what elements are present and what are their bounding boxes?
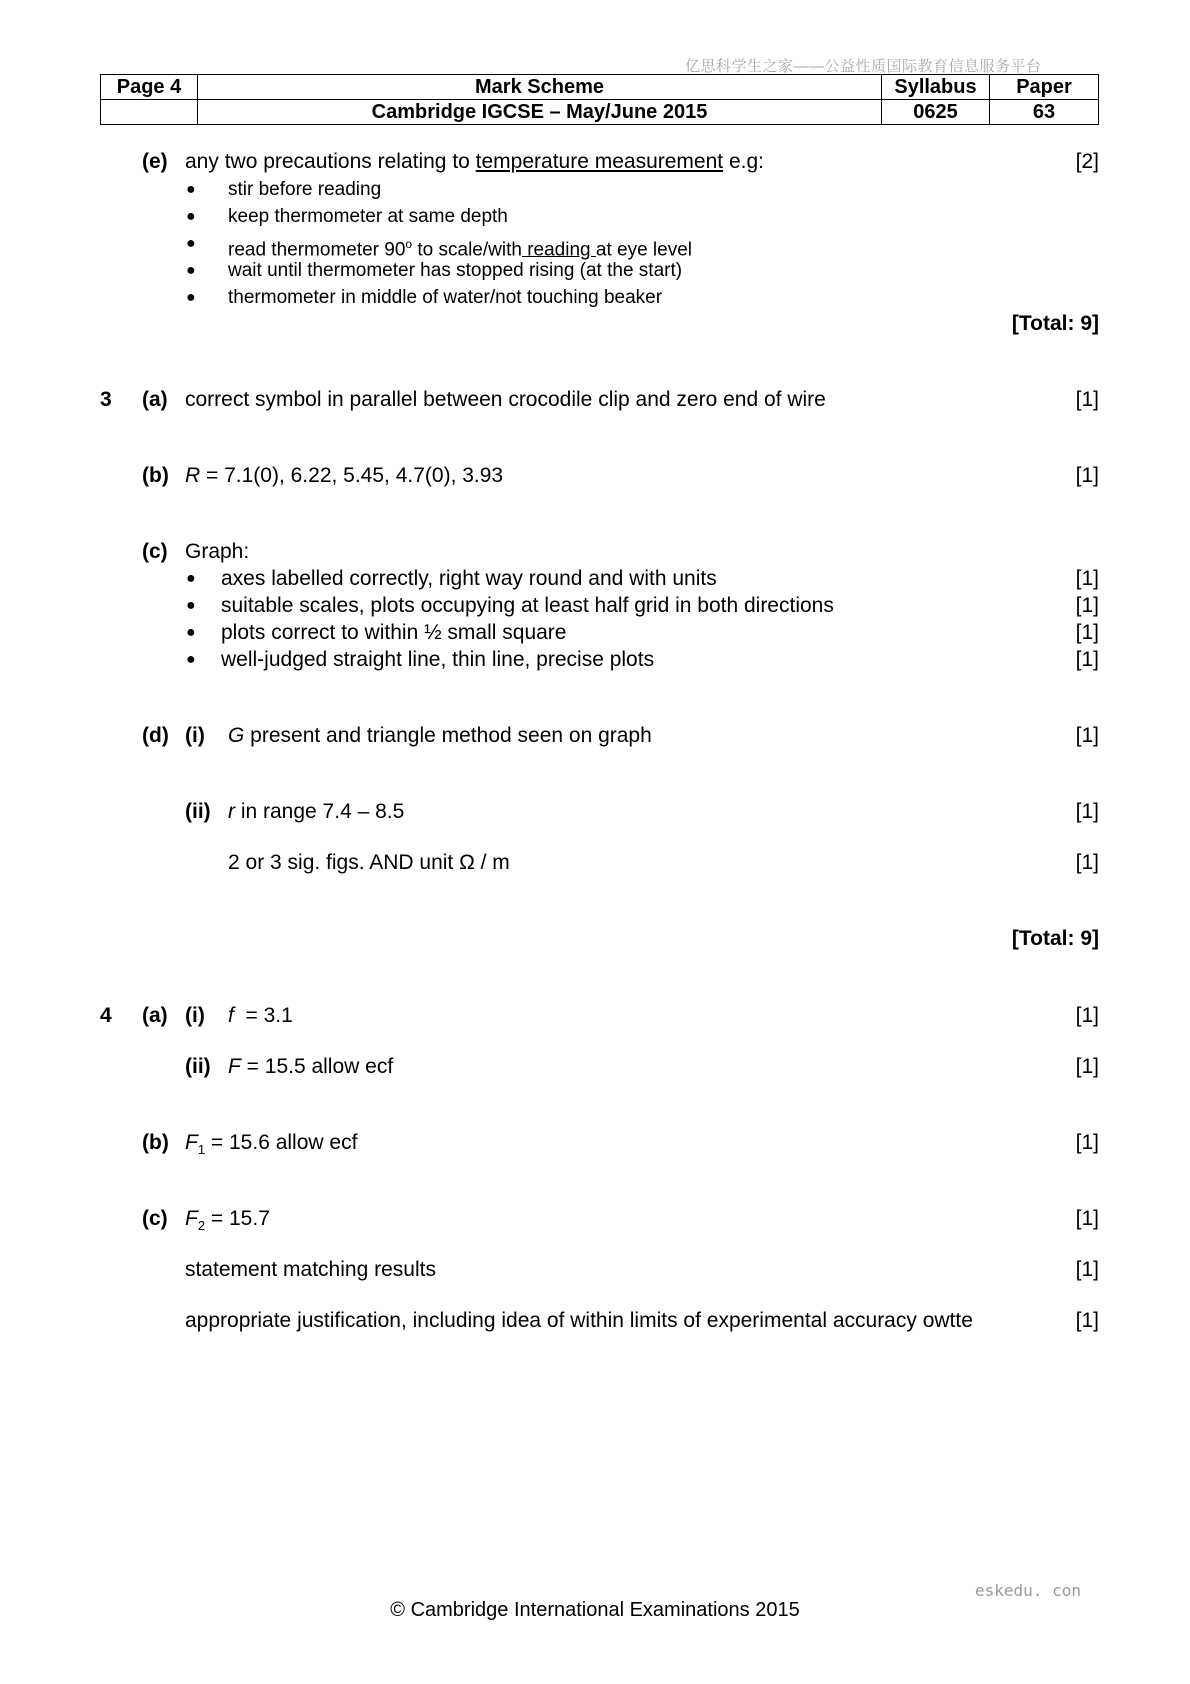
paper-label: Paper bbox=[990, 75, 1099, 100]
bullet-icon: ● bbox=[186, 208, 196, 225]
q3d-i-label: (i) bbox=[185, 724, 205, 747]
q3b-text bbox=[185, 463, 503, 489]
q3c-bullet-1-mark: [1] bbox=[1075, 567, 1099, 590]
q3c-text: Graph: bbox=[185, 540, 250, 563]
q2e-bullet-5: thermometer in middle of water/not touching beaker bbox=[228, 287, 663, 308]
header-title: Mark Scheme bbox=[198, 75, 882, 100]
q4a-i-value: = 3.1 bbox=[233, 1004, 293, 1027]
watermark: 亿思科学生之家——公益性质国际教育信息服务平台 bbox=[685, 58, 1042, 75]
q3d-ii-label: (ii) bbox=[185, 800, 211, 823]
q2e-bullet-3-start: read thermometer 90 bbox=[228, 239, 406, 261]
q3d-ii-text bbox=[228, 799, 404, 825]
q3d-ii-extra-mark: [1] bbox=[1075, 851, 1099, 874]
q2e-mark: [2] bbox=[1075, 150, 1099, 173]
q3d-ii-mark: [1] bbox=[1075, 800, 1099, 823]
q2e-text-after: e.g: bbox=[723, 150, 764, 173]
bullet-icon: ● bbox=[186, 235, 196, 252]
q3b-value: = 7.1(0), 6.22, 5.45, 4.7(0), 3.93 bbox=[200, 464, 504, 487]
q4c-line3: appropriate justification, including idea of within limits of experimental accuracy owtte bbox=[185, 1309, 973, 1332]
q3d-i-mark: [1] bbox=[1075, 724, 1099, 747]
site-watermark: eskedu. con bbox=[975, 1581, 1081, 1600]
q2e-label: (e) bbox=[142, 150, 168, 173]
q4c-label: (c) bbox=[142, 1207, 168, 1230]
page-number: Page 4 bbox=[101, 75, 198, 100]
bullet-icon: ● bbox=[186, 181, 196, 198]
q3d-label: (d) bbox=[142, 724, 169, 747]
bullet-icon: ● bbox=[186, 262, 196, 279]
q3d-ii-var: r bbox=[228, 800, 235, 823]
q4a-ii-text bbox=[228, 1054, 393, 1080]
header-table bbox=[100, 74, 1099, 125]
q4c-line3-mark: [1] bbox=[1075, 1309, 1099, 1332]
q3c-bullet-4-mark: [1] bbox=[1075, 648, 1099, 671]
bullet-icon: ● bbox=[186, 597, 196, 614]
q2e-bullet-3-degree: o bbox=[405, 237, 413, 251]
q4c-subscript: 2 bbox=[197, 1218, 206, 1234]
q3b-var: R bbox=[185, 464, 201, 487]
q3-total: [Total: 9] bbox=[1011, 927, 1099, 950]
q4a-label: (a) bbox=[142, 1004, 168, 1027]
header-subtitle: Cambridge IGCSE – May/June 2015 bbox=[198, 100, 882, 125]
q3d-i-text bbox=[228, 723, 652, 749]
q4a-i-var: f bbox=[228, 1004, 234, 1027]
q3-number: 3 bbox=[100, 388, 112, 411]
q4c-text bbox=[185, 1206, 270, 1239]
q2e-bullet-4: wait until thermometer has stopped rising (at the start) bbox=[228, 260, 683, 281]
q4-number: 4 bbox=[100, 1004, 112, 1027]
q2e-bullet-2: keep thermometer at same depth bbox=[228, 206, 508, 227]
q3b-mark: [1] bbox=[1075, 464, 1099, 487]
q4c-line2: statement matching results bbox=[185, 1258, 436, 1281]
q4c-mark: [1] bbox=[1075, 1207, 1099, 1230]
footer-copyright: © Cambridge International Examinations 2015 bbox=[390, 1599, 800, 1621]
q4a-i-label: (i) bbox=[185, 1004, 205, 1027]
q3d-i-var: G bbox=[228, 724, 245, 747]
q3a-label: (a) bbox=[142, 388, 168, 411]
q4b-text bbox=[185, 1130, 357, 1163]
q3d-ii-extra: 2 or 3 sig. figs. AND unit Ω / m bbox=[228, 851, 510, 874]
bullet-icon: ● bbox=[186, 289, 196, 306]
q2e-text-before: any two precautions relating to bbox=[185, 150, 476, 173]
q3c-bullet-3: plots correct to within ½ small square bbox=[221, 621, 567, 644]
q3c-bullet-2-mark: [1] bbox=[1075, 594, 1099, 617]
bullet-icon: ● bbox=[186, 570, 196, 587]
q3d-i-value: present and triangle method seen on graph bbox=[244, 724, 652, 747]
q3a-mark: [1] bbox=[1075, 388, 1099, 411]
q4b-label: (b) bbox=[142, 1131, 169, 1154]
q4a-ii-label: (ii) bbox=[185, 1055, 211, 1078]
q4c-line2-mark: [1] bbox=[1075, 1258, 1099, 1281]
q3d-ii-value: in range 7.4 – 8.5 bbox=[235, 800, 405, 823]
q3a-text: correct symbol in parallel between crocodile clip and zero end of wire bbox=[185, 388, 826, 411]
q2-total: [Total: 9] bbox=[1011, 312, 1099, 335]
header-empty-cell bbox=[101, 100, 198, 125]
syllabus-value: 0625 bbox=[882, 100, 990, 125]
q4a-i-mark: [1] bbox=[1075, 1004, 1099, 1027]
q4b-mark: [1] bbox=[1075, 1131, 1099, 1154]
paper-value: 63 bbox=[990, 100, 1099, 125]
q2e-bullet-3-mid: to scale/with bbox=[412, 239, 522, 261]
q4a-ii-value: = 15.5 allow ecf bbox=[240, 1055, 394, 1078]
q4b-var: F bbox=[185, 1131, 198, 1154]
q2e-bullet-3-end: at eye level bbox=[595, 239, 693, 261]
q3c-bullet-2: suitable scales, plots occupying at least half grid in both directions bbox=[221, 594, 834, 617]
q2e-text bbox=[185, 149, 764, 175]
q2e-text-underlined: temperature measurement bbox=[475, 150, 724, 173]
q4a-ii-mark: [1] bbox=[1075, 1055, 1099, 1078]
bullet-icon: ● bbox=[186, 624, 196, 641]
q4a-ii-var: F bbox=[228, 1055, 241, 1078]
q3b-label: (b) bbox=[142, 464, 169, 487]
q3c-label: (c) bbox=[142, 540, 168, 563]
q4b-value: = 15.6 allow ecf bbox=[205, 1131, 358, 1154]
q4b-subscript: 1 bbox=[197, 1142, 206, 1158]
q3c-bullet-3-mark: [1] bbox=[1075, 621, 1099, 644]
q4c-var: F bbox=[185, 1207, 198, 1230]
bullet-icon: ● bbox=[186, 651, 196, 668]
q3c-bullet-4: well-judged straight line, thin line, precise plots bbox=[221, 648, 655, 671]
syllabus-label: Syllabus bbox=[882, 75, 990, 100]
q4c-value: = 15.7 bbox=[205, 1207, 270, 1230]
q2e-bullet-1: stir before reading bbox=[228, 179, 382, 200]
q3c-bullet-1: axes labelled correctly, right way round and with units bbox=[221, 567, 717, 590]
q2e-bullet-3-underlined: reading bbox=[521, 239, 596, 261]
q4a-i-text bbox=[228, 1003, 293, 1029]
